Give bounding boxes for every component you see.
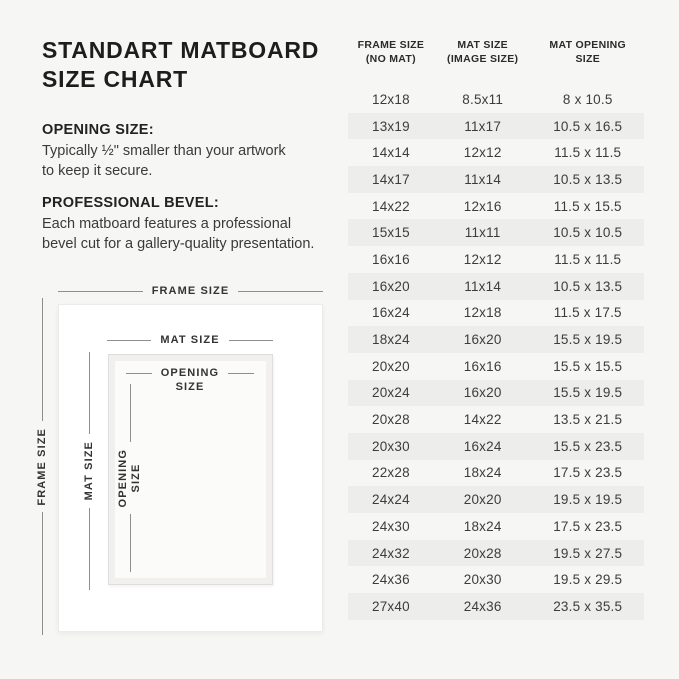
dimension-line <box>89 508 90 590</box>
professional-bevel-description-line1: Each matboard features a professional <box>42 216 292 232</box>
table-cell: 19.5 x 19.5 <box>553 492 623 508</box>
dimension-line <box>238 291 323 292</box>
table-cell: 16x20 <box>372 278 410 294</box>
table-cell: 24x32 <box>372 545 410 561</box>
dimension-line <box>89 352 90 434</box>
table-cell: 12x16 <box>463 198 502 214</box>
opening-size-description <box>42 141 286 181</box>
table-row <box>348 593 644 620</box>
table-cell: 12x18 <box>372 91 410 107</box>
table-row <box>348 246 644 273</box>
table-cell: 24x36 <box>372 572 410 588</box>
table-row <box>348 486 644 513</box>
dimension-line <box>42 298 43 421</box>
table-cell: 24x24 <box>372 492 410 508</box>
column-header-mat-opening <box>532 38 644 66</box>
table-cell: 11.5 x 11.5 <box>554 251 622 267</box>
table-cell: 11x11 <box>464 225 501 241</box>
table-cell: 14x17 <box>372 171 410 187</box>
opening-size-dimension-label-vertical <box>117 449 143 507</box>
column-header-frame-size <box>348 38 434 66</box>
column-header-mat-size <box>434 38 532 66</box>
frame-size-dimension-label: FRAME SIZE <box>151 285 230 297</box>
table-cell: 15.5 x 19.5 <box>553 385 623 401</box>
professional-bevel-description <box>42 214 314 254</box>
dimension-line <box>229 340 273 341</box>
table-row <box>348 139 644 166</box>
frame-size-dimension-horizontal <box>58 284 323 298</box>
size-table-body <box>348 86 644 620</box>
table-row <box>348 566 644 593</box>
opening-size-dimension-horizontal <box>126 366 254 394</box>
table-cell: 15.5 x 19.5 <box>553 332 623 348</box>
table-cell: 10.5 x 10.5 <box>553 225 623 241</box>
table-row <box>348 433 644 460</box>
table-cell: 23.5 x 35.5 <box>553 598 623 614</box>
table-cell: 11.5 x 17.5 <box>553 305 622 321</box>
table-row <box>348 193 644 220</box>
size-table-header <box>348 38 644 66</box>
table-cell: 20x30 <box>372 438 410 454</box>
column-header-line: MAT SIZE <box>457 39 508 51</box>
column-header-line: (NO MAT) <box>365 53 416 65</box>
frame-size-dimension-vertical <box>36 298 49 635</box>
table-cell: 18x24 <box>372 332 410 348</box>
table-cell: 19.5 x 27.5 <box>553 545 623 561</box>
dimension-line <box>107 340 151 341</box>
frame-size-dimension-label-vertical: FRAME SIZE <box>36 427 48 506</box>
table-row <box>348 380 644 407</box>
table-cell: 22x28 <box>372 465 410 481</box>
table-cell: 12x18 <box>463 305 502 321</box>
table-row <box>348 219 644 246</box>
table-row <box>348 300 644 327</box>
table-cell: 12x12 <box>463 251 502 267</box>
table-cell: 11x14 <box>464 171 502 187</box>
table-row <box>348 540 644 567</box>
table-cell: 8 x 10.5 <box>562 91 613 107</box>
page-title <box>42 36 319 94</box>
opening-size-description-line2: to keep it secure. <box>42 163 153 179</box>
table-cell: 20x28 <box>463 545 502 561</box>
dimension-line <box>228 373 254 374</box>
table-cell: 14x22 <box>463 412 502 428</box>
dimension-line <box>130 514 131 572</box>
opening-size-dimension-vertical <box>116 384 144 572</box>
table-cell: 24x30 <box>372 518 410 534</box>
table-cell: 15.5 x 23.5 <box>553 438 623 454</box>
opening-size-heading: OPENING SIZE: <box>42 122 154 138</box>
table-cell: 16x24 <box>463 438 502 454</box>
table-cell: 12x12 <box>463 145 502 161</box>
table-row <box>348 326 644 353</box>
table-cell: 14x22 <box>372 198 410 214</box>
column-header-line: MAT OPENING <box>549 39 627 51</box>
page-title-line1: STANDART MATBOARD <box>42 37 320 63</box>
table-cell: 17.5 x 23.5 <box>553 518 623 534</box>
table-cell: 20x28 <box>372 412 410 428</box>
column-header-line: (IMAGE SIZE) <box>447 53 519 65</box>
opening-size-dimension-label-vertical-line1: OPENING <box>117 448 129 508</box>
opening-size-dimension-label <box>161 366 219 394</box>
table-cell: 24x36 <box>463 598 502 614</box>
table-cell: 15.5 x 15.5 <box>553 358 623 374</box>
table-cell: 11x17 <box>464 118 502 134</box>
table-cell: 11.5 x 15.5 <box>553 198 622 214</box>
table-cell: 14x14 <box>372 145 410 161</box>
table-row <box>348 166 644 193</box>
table-cell: 16x24 <box>372 305 410 321</box>
table-cell: 10.5 x 16.5 <box>553 118 623 134</box>
mat-size-dimension-vertical <box>83 352 96 590</box>
table-row <box>348 353 644 380</box>
table-cell: 18x24 <box>463 465 502 481</box>
size-table <box>348 38 644 620</box>
page-title-line2: SIZE CHART <box>42 66 188 92</box>
professional-bevel-heading: PROFESSIONAL BEVEL: <box>42 195 220 211</box>
dimension-line <box>126 373 152 374</box>
table-row <box>348 113 644 140</box>
table-row <box>348 460 644 487</box>
table-cell: 20x20 <box>372 358 410 374</box>
table-cell: 13.5 x 21.5 <box>553 412 623 428</box>
opening-size-dimension-label-vertical-line2: SIZE <box>130 463 142 493</box>
table-cell: 16x20 <box>463 332 502 348</box>
opening-size-description-line1: Typically ½" smaller than your artwork <box>42 143 286 159</box>
column-header-line: SIZE <box>575 53 600 65</box>
table-cell: 11.5 x 11.5 <box>554 145 622 161</box>
table-row <box>348 273 644 300</box>
table-cell: 16x16 <box>463 358 502 374</box>
table-row <box>348 513 644 540</box>
column-header-line: FRAME SIZE <box>357 39 425 51</box>
table-cell: 18x24 <box>463 518 502 534</box>
dimension-line <box>58 291 143 292</box>
table-cell: 19.5 x 29.5 <box>553 572 623 588</box>
table-cell: 16x16 <box>372 251 410 267</box>
table-cell: 13x19 <box>372 118 410 134</box>
dimension-line <box>42 512 43 635</box>
table-cell: 15x15 <box>372 225 410 241</box>
mat-size-dimension-label: MAT SIZE <box>160 334 220 346</box>
table-cell: 10.5 x 13.5 <box>553 278 623 294</box>
mat-size-dimension-label-vertical: MAT SIZE <box>83 441 95 501</box>
table-cell: 27x40 <box>372 598 410 614</box>
table-cell: 20x20 <box>463 492 502 508</box>
table-row <box>348 86 644 113</box>
opening-size-dimension-label-line2: SIZE <box>175 381 205 393</box>
professional-bevel-description-line2: bevel cut for a gallery-quality presentation. <box>42 236 315 252</box>
table-cell: 20x24 <box>372 385 410 401</box>
dimension-line <box>130 384 131 442</box>
table-cell: 16x20 <box>463 385 502 401</box>
opening-size-dimension-label-line1: OPENING <box>160 367 220 379</box>
table-cell: 20x30 <box>463 572 502 588</box>
table-cell: 17.5 x 23.5 <box>553 465 623 481</box>
table-row <box>348 406 644 433</box>
table-cell: 10.5 x 13.5 <box>553 171 623 187</box>
table-cell: 11x14 <box>464 278 502 294</box>
mat-size-dimension-horizontal <box>107 333 273 347</box>
table-cell: 8.5x11 <box>462 91 504 107</box>
